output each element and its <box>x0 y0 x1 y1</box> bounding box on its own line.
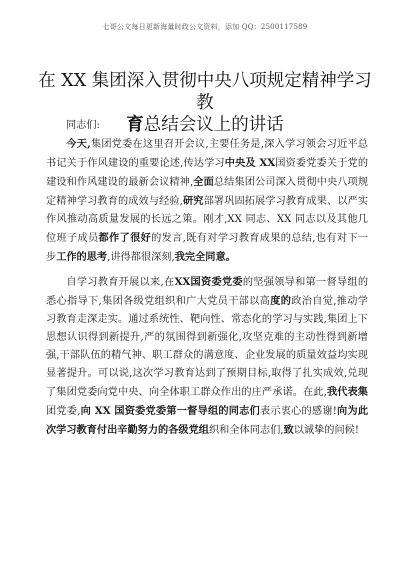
title-line-1: 在 XX 集团深入贯彻中央八项规定精神学习教 <box>38 71 372 113</box>
paragraph-2-segment: 以诚挚的问候! <box>293 425 359 436</box>
paragraph-2-segment: 我代表集 <box>326 386 368 398</box>
paragraph-1-segment: 工作的思考 <box>56 251 108 263</box>
paragraph-1-segment: 集团党委在这里召开会议,主要任务是,深入学习领会习近平总书记关于作风建设的重要论述,传达学习 <box>46 139 368 169</box>
paragraph-2-segment: XX <box>174 276 191 288</box>
paragraph-1-segment: 部署巩固拓展学习教育成果、以严实作风推动高质量发展的长远之策。刚才,XX 同志、XX 同志以及其他几位班子成员 <box>46 196 369 244</box>
paragraph-1-segment: 我完全同意。 <box>174 251 236 263</box>
paragraph-1-segment: 今天, <box>66 138 91 150</box>
greeting: 同志们: <box>66 120 100 131</box>
paragraph-2-segment: 政治自觉,推动学习教育走深走实。通过系统性、靶向性、常态化的学习与实践,集团上下思想认识得到新提升,严的氛围得到新强化,攻坚克难的主动性得到新增强,干部队伍的精气神、职工群众的满意度、企业发展的质量效益均实现显著提升。可以说,这次学习教育达到了预期目标,取得了扎实成效,兑现了集团党委向党中央、向全体职工群众作出的庄严承诺。在此, <box>46 296 368 398</box>
paragraph-2 <box>46 273 368 440</box>
header-note: 七哥公文每日更新海量时政公文资料，添加 QQ：2500117589 <box>102 23 308 31</box>
paragraph-1-segment: 总结集团公司深入贯彻中央八项规定精神学习教育的成效与经验, <box>46 177 369 207</box>
paragraph-2-segment: 团党委, <box>46 406 81 417</box>
paragraph-2-segment: 向为此次学习教育付出辛勤努力的各级党组 <box>46 405 369 436</box>
paragraph-1-segment: 全面 <box>193 176 214 188</box>
paragraph-2-segment: 度的 <box>270 295 292 307</box>
paragraph-1-segment: 国资委党委关于党的建设和作风建设的最新会议精神, <box>46 158 369 188</box>
paragraph-1-segment: 的发言,既有对学习教育成果的总结,也有对下一步 <box>46 233 369 263</box>
paragraph-2-segment: 致 <box>283 424 294 436</box>
paragraph-1-segment: ,讲得都很深刻, <box>107 252 175 263</box>
paragraph-2-segment: 的坚强领导和第一督导组的悉心指导下,集团各级党组织和广大党员干部以高 <box>46 277 369 307</box>
paragraph-1-segment: 都作了很好 <box>98 232 152 244</box>
paragraph-2-segment: 向 XX 国资委党委第一督导组的同志们 <box>80 405 260 417</box>
paragraph-2-segment: 国资委党委 <box>190 276 243 288</box>
paragraph-2-segment: 表示衷心的感谢! <box>259 406 337 417</box>
paragraph-2-segment: 织和全体同志们, <box>209 425 284 436</box>
paragraph-1 <box>46 135 368 267</box>
document-body <box>46 117 368 440</box>
title-line-2-rest: 总结会议上的讲话 <box>143 115 284 135</box>
paragraph-2-segment: 自学习教育开展以来,在 <box>66 277 175 288</box>
paragraph-1-segment: 研究 <box>182 195 204 207</box>
title-line-2-bold: 育 <box>126 115 144 135</box>
paragraph-1-segment: 中央及 XX <box>224 157 276 169</box>
